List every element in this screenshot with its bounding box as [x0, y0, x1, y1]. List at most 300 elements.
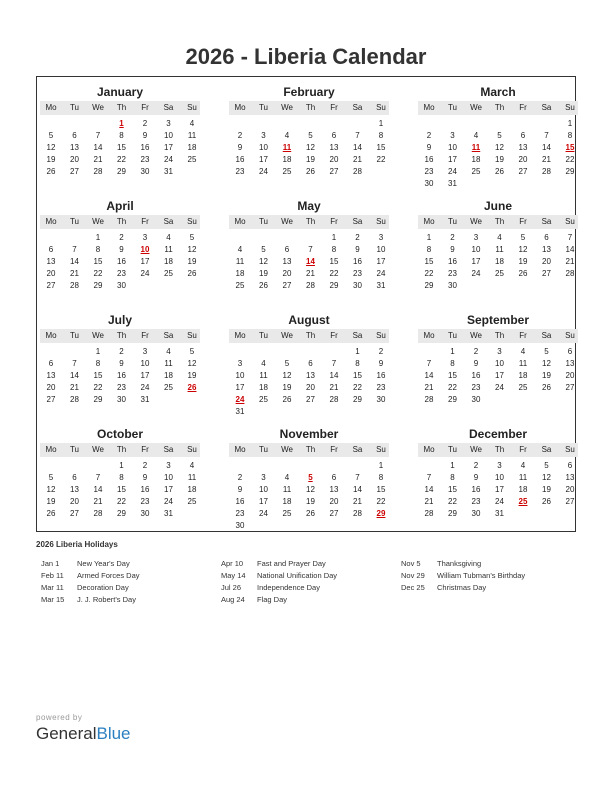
calendar-date: 31	[235, 407, 245, 416]
calendar-date: 1	[378, 461, 384, 470]
weekday-header	[229, 443, 389, 457]
calendar-date: 21	[542, 155, 551, 164]
weekday-label: Fr	[330, 103, 338, 112]
calendar-date: 26	[46, 509, 56, 518]
weekday-label: Mo	[234, 445, 246, 454]
calendar-date: 20	[329, 155, 339, 164]
month-may	[229, 193, 389, 303]
holiday-entry	[401, 571, 525, 580]
calendar-date: 9	[355, 245, 360, 254]
calendar-date: 6	[520, 131, 526, 140]
calendar-date: 4	[189, 461, 195, 470]
calendar-date: 29	[93, 395, 103, 404]
calendar-date: 17	[471, 257, 481, 266]
calendar-date: 16	[117, 371, 126, 380]
calendar-date: 22	[376, 497, 386, 506]
calendar-date: 2	[119, 347, 124, 356]
calendar-date: 21	[306, 269, 315, 278]
calendar-date: 20	[565, 485, 575, 494]
month-january	[40, 79, 200, 189]
calendar-date: 30	[117, 395, 126, 404]
calendar-date: 28	[542, 167, 551, 176]
calendar-date: 23	[353, 269, 362, 278]
calendar-date: 27	[565, 383, 575, 392]
weekday-label: Th	[116, 103, 127, 112]
calendar-date: 25	[282, 167, 292, 176]
brand-text-general: General	[36, 724, 97, 743]
holiday-name: Christmas Day	[437, 583, 487, 592]
calendar-date: 18	[235, 269, 245, 278]
calendar-date: 12	[495, 143, 504, 152]
calendar-date: 6	[308, 359, 313, 368]
calendar-date: 8	[567, 131, 573, 140]
month-name: April	[106, 199, 134, 213]
calendar-date: 13	[306, 371, 315, 380]
weekday-header	[418, 329, 578, 343]
calendar-date: 6	[567, 347, 573, 356]
calendar-date: 2	[450, 233, 455, 242]
calendar-date: 22	[448, 497, 457, 506]
calendar-date: 23	[471, 383, 481, 392]
holiday-date-label: Dec 25	[401, 583, 425, 592]
calendar-date: 24	[448, 167, 457, 176]
holiday-date-label: Mar 15	[41, 595, 65, 604]
calendar-date: 24	[376, 269, 386, 278]
calendar-date: 7	[308, 245, 313, 254]
calendar-date: 26	[542, 497, 551, 506]
calendar-date: 31	[164, 167, 173, 176]
calendar-date: 25	[282, 509, 292, 518]
holiday-date: 29	[376, 509, 386, 518]
calendar-date: 17	[495, 371, 504, 380]
calendar-date: 30	[353, 281, 362, 290]
calendar-date: 25	[187, 155, 197, 164]
weekday-label: Su	[565, 445, 575, 454]
calendar-date: 24	[495, 497, 504, 506]
calendar-date: 4	[189, 119, 195, 128]
calendar-date: 21	[70, 383, 79, 392]
calendar-date: 20	[542, 257, 551, 266]
calendar-date: 5	[284, 359, 290, 368]
calendar-date: 6	[544, 233, 549, 242]
weekday-label: Fr	[519, 445, 527, 454]
month-november	[229, 421, 389, 531]
weekday-label: Tu	[447, 217, 458, 226]
calendar-date: 20	[70, 155, 79, 164]
holiday-name: Decoration Day	[77, 583, 129, 592]
month-march	[418, 79, 578, 189]
calendar-date: 19	[46, 497, 56, 506]
calendar-date: 8	[95, 359, 101, 368]
calendar-date: 3	[378, 233, 384, 242]
calendar-date: 9	[119, 359, 124, 368]
calendar-date: 27	[306, 395, 315, 404]
weekday-label: Su	[187, 445, 197, 454]
calendar-date: 2	[378, 347, 384, 356]
calendar-date: 12	[542, 473, 551, 482]
calendar-date: 27	[542, 269, 551, 278]
calendar-date: 8	[426, 245, 432, 254]
calendar-date: 31	[140, 395, 150, 404]
calendar-date: 13	[70, 143, 79, 152]
weekday-label: Su	[565, 103, 575, 112]
calendar-date: 20	[306, 383, 315, 392]
weekday-label: We	[281, 217, 293, 226]
weekday-label: Th	[305, 445, 316, 454]
weekday-label: Su	[565, 331, 575, 340]
calendar-date: 4	[284, 473, 290, 482]
weekday-label: Th	[494, 331, 505, 340]
weekday-label: Th	[116, 217, 127, 226]
month-name: March	[480, 85, 516, 99]
calendar-date: 14	[93, 143, 103, 152]
calendar-date: 1	[450, 461, 455, 470]
calendar-date: 28	[93, 509, 103, 518]
calendar-date: 30	[140, 509, 150, 518]
calendar-date: 20	[518, 155, 528, 164]
calendar-date: 25	[471, 167, 481, 176]
holiday-date: 24	[235, 395, 245, 404]
calendar-date: 13	[518, 143, 528, 152]
calendar-date: 27	[282, 281, 292, 290]
month-name: November	[279, 427, 339, 441]
calendar-date: 20	[282, 269, 292, 278]
month-name: August	[288, 313, 330, 327]
calendar-date: 15	[93, 257, 103, 266]
weekday-label: Mo	[423, 331, 435, 340]
calendar-date: 22	[565, 155, 575, 164]
holiday-entry	[221, 595, 287, 604]
weekday-label: Sa	[352, 103, 363, 112]
weekday-label: Tu	[258, 217, 269, 226]
calendar-date: 31	[164, 509, 173, 518]
weekday-label: Sa	[541, 331, 552, 340]
calendar-date: 5	[520, 233, 526, 242]
weekday-label: Sa	[352, 331, 363, 340]
calendar-date: 23	[448, 269, 457, 278]
calendar-date: 7	[72, 359, 77, 368]
calendar-date: 3	[142, 347, 148, 356]
calendar-date: 16	[424, 155, 434, 164]
calendar-date: 10	[164, 473, 173, 482]
calendar-date: 22	[117, 497, 126, 506]
calendar-date: 24	[164, 497, 173, 506]
calendar-date: 12	[518, 245, 528, 254]
holiday-date-label: Apr 10	[221, 559, 244, 568]
calendar-date: 7	[426, 359, 432, 368]
calendar-date: 22	[376, 155, 386, 164]
calendar-date: 24	[471, 269, 481, 278]
calendar-date: 25	[187, 497, 197, 506]
calendar-date: 15	[448, 371, 457, 380]
calendar-date: 8	[378, 473, 384, 482]
calendar-date: 1	[450, 347, 455, 356]
month-name: July	[107, 313, 132, 327]
calendar-date: 15	[93, 371, 103, 380]
calendar-date: 9	[450, 245, 455, 254]
weekday-label: Su	[376, 217, 386, 226]
calendar-date: 21	[70, 269, 79, 278]
weekday-label: We	[92, 103, 104, 112]
weekday-label: Mo	[45, 331, 57, 340]
calendar-date: 18	[471, 155, 481, 164]
holiday-date: 10	[140, 245, 150, 254]
calendar-date: 3	[261, 473, 266, 482]
weekday-header	[229, 101, 389, 115]
holiday-entry	[401, 559, 481, 568]
calendar-date: 12	[46, 143, 56, 152]
calendar-date: 3	[166, 119, 171, 128]
calendar-date: 23	[376, 383, 386, 392]
calendar-date: 30	[448, 281, 457, 290]
calendar-date: 14	[565, 245, 575, 254]
weekday-label: Th	[494, 103, 505, 112]
calendar-date: 9	[237, 143, 243, 152]
calendar-date: 1	[95, 233, 101, 242]
holiday-date: 14	[306, 257, 315, 266]
calendar-date: 6	[284, 245, 290, 254]
calendar-date: 4	[284, 131, 290, 140]
holiday-date-label: Jul 26	[221, 583, 242, 592]
month-october	[40, 421, 200, 531]
calendar-date: 21	[93, 155, 103, 164]
calendar-date: 16	[471, 485, 481, 494]
calendar-date: 12	[282, 371, 292, 380]
holiday-name: New Year's Day	[77, 559, 130, 568]
calendar-date: 10	[448, 143, 457, 152]
calendar-date: 23	[235, 167, 245, 176]
calendar-date: 25	[164, 383, 173, 392]
weekday-label: Fr	[141, 445, 149, 454]
calendar-date: 13	[282, 257, 292, 266]
calendar-date: 2	[355, 233, 360, 242]
calendar-date: 13	[542, 245, 551, 254]
calendar-date: 7	[355, 473, 360, 482]
calendar-date: 10	[164, 131, 173, 140]
calendar-date: 18	[187, 485, 197, 494]
holiday-date-label: May 14	[221, 571, 246, 580]
calendar-date: 14	[424, 485, 434, 494]
calendar-date: 10	[140, 359, 150, 368]
calendar-date: 2	[119, 233, 124, 242]
calendar-date: 11	[187, 473, 197, 482]
calendar-date: 8	[95, 245, 101, 254]
calendar-date: 19	[542, 485, 551, 494]
calendar-date: 22	[353, 383, 362, 392]
calendar-date: 21	[93, 497, 103, 506]
calendar-date: 12	[306, 485, 315, 494]
calendar-date: 17	[259, 155, 268, 164]
calendar-date: 1	[426, 233, 432, 242]
calendar-date: 7	[95, 131, 101, 140]
calendar-date: 22	[329, 269, 339, 278]
calendar-date: 19	[187, 257, 197, 266]
weekday-label: Th	[116, 445, 127, 454]
calendar-date: 26	[306, 509, 315, 518]
calendar-date: 16	[376, 371, 386, 380]
calendar-date: 7	[355, 131, 360, 140]
calendar-date: 17	[376, 257, 386, 266]
calendar-date: 5	[261, 245, 266, 254]
calendar-date: 8	[378, 131, 384, 140]
weekday-label: Tu	[69, 445, 80, 454]
calendar-date: 21	[424, 383, 434, 392]
calendar-date: 19	[282, 383, 292, 392]
month-september	[418, 307, 578, 417]
calendar-date: 19	[495, 155, 504, 164]
calendar-date: 24	[164, 155, 173, 164]
calendar-date: 30	[235, 521, 245, 530]
calendar-date: 26	[282, 395, 292, 404]
calendar-date: 2	[237, 473, 243, 482]
calendar-date: 11	[235, 257, 245, 266]
holiday-name: Flag Day	[257, 595, 288, 604]
calendar-date: 29	[353, 395, 362, 404]
calendar-date: 15	[329, 257, 339, 266]
calendar-date: 2	[473, 461, 479, 470]
calendar-date: 10	[235, 371, 245, 380]
calendar-date: 24	[495, 383, 504, 392]
calendar-date: 14	[542, 143, 551, 152]
holiday-entry	[221, 583, 320, 592]
calendar-date: 4	[520, 347, 526, 356]
calendar-date: 13	[329, 485, 339, 494]
month-name: January	[96, 85, 144, 99]
calendar-date: 9	[142, 473, 148, 482]
calendar-date: 30	[471, 395, 481, 404]
calendar-date: 1	[378, 119, 384, 128]
weekday-label: Fr	[519, 217, 527, 226]
calendar-date: 2	[142, 461, 148, 470]
month-february	[229, 79, 389, 189]
weekday-label: Mo	[423, 217, 435, 226]
calendar-date: 25	[164, 269, 173, 278]
calendar-date: 23	[140, 155, 150, 164]
holiday-name: William Tubman's Birthday	[437, 571, 526, 580]
calendar-date: 23	[140, 497, 150, 506]
calendar-date: 5	[544, 461, 549, 470]
calendar-date: 19	[542, 371, 551, 380]
calendar-date: 12	[187, 359, 197, 368]
holiday-date-label: Nov 5	[401, 559, 421, 568]
calendar-date: 14	[353, 143, 362, 152]
holiday-name: J. J. Robert's Day	[77, 595, 136, 604]
weekday-header	[418, 215, 578, 229]
weekday-header	[229, 215, 389, 229]
holiday-date: 25	[518, 497, 528, 506]
weekday-label: We	[92, 445, 104, 454]
powered-by-text: powered by	[36, 713, 83, 722]
calendar-date: 29	[565, 167, 575, 176]
calendar-date: 17	[495, 485, 504, 494]
calendar-date: 28	[93, 167, 103, 176]
calendar-date: 27	[46, 395, 56, 404]
calendar-date: 2	[237, 131, 243, 140]
calendar-date: 15	[353, 371, 362, 380]
calendar-date: 17	[164, 485, 173, 494]
calendar-date: 18	[518, 485, 528, 494]
weekday-label: Fr	[330, 217, 338, 226]
calendar-date: 9	[426, 143, 432, 152]
calendar-date: 15	[117, 143, 126, 152]
calendar-date: 28	[306, 281, 315, 290]
calendar-date: 3	[497, 347, 502, 356]
weekday-label: Fr	[330, 331, 338, 340]
calendar-date: 23	[424, 167, 434, 176]
weekday-header	[40, 101, 200, 115]
calendar-date: 16	[353, 257, 362, 266]
month-april	[40, 193, 200, 303]
calendar-date: 26	[259, 281, 268, 290]
weekday-label: Fr	[519, 103, 527, 112]
calendar-date: 29	[329, 281, 339, 290]
calendar-date: 26	[542, 383, 551, 392]
calendar-date: 1	[119, 461, 124, 470]
month-august	[229, 307, 389, 417]
calendar-date: 15	[117, 485, 126, 494]
calendar-date: 11	[282, 485, 292, 494]
calendar-date: 22	[448, 383, 457, 392]
calendar-date: 27	[46, 281, 56, 290]
calendar-date: 5	[48, 473, 54, 482]
calendar-date: 10	[259, 143, 268, 152]
calendar-date: 23	[117, 383, 126, 392]
holiday-name: Independence Day	[257, 583, 320, 592]
holiday-date: 11	[282, 143, 292, 152]
calendar-date: 18	[282, 497, 292, 506]
calendar-date: 6	[48, 359, 54, 368]
calendar-date: 11	[518, 473, 528, 482]
calendar-date: 12	[306, 143, 315, 152]
calendar-date: 2	[426, 131, 432, 140]
calendar-date: 14	[424, 371, 434, 380]
calendar-date: 19	[259, 269, 268, 278]
holiday-entry	[221, 571, 337, 580]
calendar-date: 3	[237, 359, 243, 368]
calendar-date: 4	[520, 461, 526, 470]
calendar-date: 21	[565, 257, 575, 266]
calendar-date: 16	[235, 155, 245, 164]
calendar-date: 24	[140, 383, 150, 392]
calendar-date: 30	[140, 167, 150, 176]
calendar-date: 27	[70, 509, 79, 518]
calendar-date: 10	[471, 245, 481, 254]
calendar-date: 14	[70, 257, 79, 266]
weekday-label: Fr	[519, 331, 527, 340]
weekday-label: We	[470, 103, 482, 112]
brand-text-blue: Blue	[96, 724, 131, 743]
calendar-date: 16	[235, 497, 245, 506]
calendar-date: 15	[448, 485, 457, 494]
calendar-date: 15	[376, 485, 386, 494]
weekday-label: Mo	[234, 331, 246, 340]
holiday-date: 1	[119, 119, 124, 128]
holiday-entry	[41, 571, 140, 580]
month-december	[418, 421, 578, 531]
calendar-date: 1	[95, 347, 101, 356]
calendar-date: 8	[355, 359, 360, 368]
calendar-date: 31	[495, 509, 504, 518]
calendar-date: 10	[259, 485, 268, 494]
calendar-date: 18	[259, 383, 268, 392]
calendar-date: 13	[565, 359, 575, 368]
weekday-label: Tu	[69, 103, 80, 112]
calendar-date: 3	[450, 131, 455, 140]
calendar-date: 24	[259, 167, 268, 176]
calendar-date: 10	[495, 473, 504, 482]
weekday-header	[40, 443, 200, 457]
calendar-date: 9	[142, 131, 148, 140]
